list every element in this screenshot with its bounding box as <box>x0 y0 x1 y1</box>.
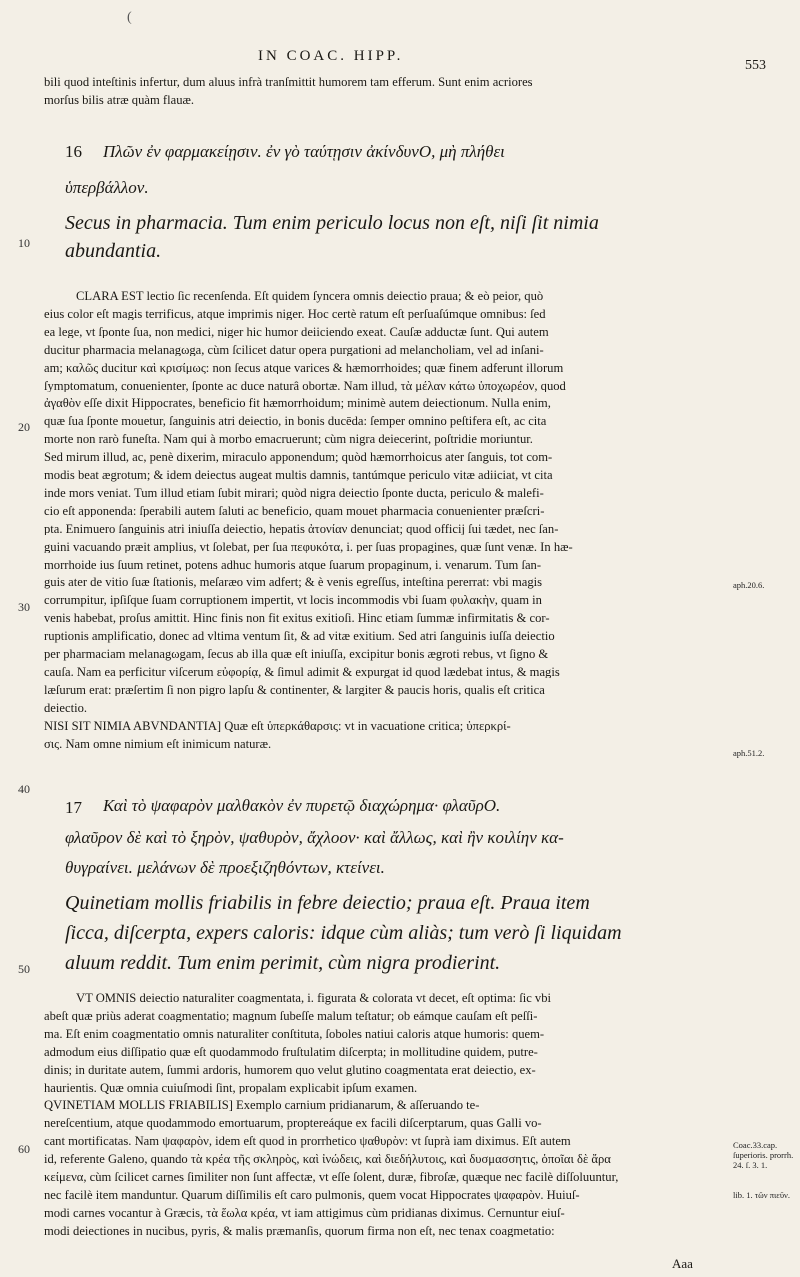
text-line: id, referente Galeno, quando τὰ κρέα τῆς σκληρὸς, καὶ ἰνώδεις, καὶ διεδήλυτοις, καὶ δυσμασσητις, ὁποῖαι δὲ ἄρα <box>44 1153 611 1166</box>
section-17-latin-line-3: aluum reddit. Tum enim perimit, cùm nigra prodierint. <box>65 952 501 974</box>
text-line: eius color eſt magis terrificus, atque imprimis niger. Hoc certè ratum eſt perſuaſúmque omnibus: ſed <box>44 307 546 321</box>
line-number-50: 50 <box>18 962 30 976</box>
section-17-greek-line-2: φλαῦρον δὲ καὶ τὸ ξηρὸν, ψαθυρὸν, ἄχλοον· καὶ ἄλλως, καὶ ἢν κοιλίην κα- <box>65 828 564 847</box>
section-17-latin-line-1: Quinetiam mollis friabilis in febre deiectio; praua eſt. Praua item <box>65 892 590 914</box>
section-17-number: 17 <box>65 798 82 817</box>
text-line: haurientis. Quæ omnia cuiuſmodi ſint, propalam explicabit ipſum examen. <box>44 1081 418 1095</box>
section-16-greek-line-2: ὑπερβάλλον. <box>65 178 149 197</box>
section-16-latin-line-1: Secus in pharmacia. Tum enim periculo locus non eſt, niſi ſit nimia <box>65 212 599 234</box>
margin-note-aph-1: aph.20.6. <box>733 580 765 590</box>
text-line: per pharmaciam melanagωgam, ſecus ab illa quæ eſt iniuſſa, excipitur bonis ægroti rebus, vt ſigno & <box>44 648 549 661</box>
text-line: deiectio. <box>44 701 88 715</box>
text-line: modi carnes vocantur à Græcis, τὰ ἕωλα κρέα, vt iam attigimus cùm pridianas diximus. Cernuntur eiuſ- <box>44 1206 565 1220</box>
section-17-latin-line-2: ſicca, diſcerpta, expers caloris: idque cùm aliàs; tum verò ſi liquidam <box>65 922 622 944</box>
margin-note-aph-2: aph.51.2. <box>733 748 765 758</box>
margin-note-coac: Coac.33.cap. ſuperioris. prorrh. 24. ſ. 3. 1. <box>733 1140 794 1171</box>
text-line: guini vacuando præit amplius, vt ſolebat, per ſua πεφυκότα, i. per ſuas propagines, quæ ſunt venæ. In hæ- <box>44 540 573 554</box>
text-line: morrhoide ius ſuum retinet, potens adhuc humoris atque ſuarum propaginum, i. venarum. Tum ſan- <box>44 558 542 572</box>
text-line: κείμενα, cùm ſcilicet carnes ſimiliter non ſunt affectæ, vt eſſe ſolent, duræ, fibroſæ, quæque nec facilè diſſoluuntur, <box>44 1171 619 1184</box>
text-line: ducitur pharmacia melanagωga, cùm ſcilicet datur opera purgationi ad melancholiam, vel ad inſani- <box>44 343 544 357</box>
line-number-40: 40 <box>18 782 30 796</box>
text-line: ἀγαθὸν eſſe dixit Hippocrates, beneficio fit hæmorrhoidum; minimè autem deiectionum. Nulla enim, <box>44 397 551 410</box>
text-line: ea lege, vt ſponte ſua, non medici, niger hic humor deiiciendo exeat. Cauſæ adductæ ſunt. Qui autem <box>44 325 549 339</box>
section-16-number: 16 <box>65 142 82 161</box>
section-17-greek-line-3: θυγραίνει. μελάνων δὲ προεξιζηθόντων, κτείνει. <box>65 858 385 877</box>
line-number-20: 20 <box>18 420 30 434</box>
text-line: cauſa. Nam ea perficitur viſcerum εὐφορίᾳ, & ſimul adimit & expurgat id quod lædebat intus, & magis <box>44 665 560 679</box>
line-number-30: 30 <box>18 600 30 614</box>
text-line: quæ ſua ſponte mouetur, ſanguinis atri deiectio, in bonis ducēda: ſemper omnino peſtifera eſt, ac cita <box>44 415 547 428</box>
text-line: cio eſt apponenda: ſperabili autem ſaluti ac beneficio, quam mouet pharmacia conuenienter præſcri- <box>44 504 545 518</box>
text-line: ma. Eſt enim coagmentatio omnis naturaliter conſtituta, ſoboles natiui caloris atque humoris: quem- <box>44 1027 545 1041</box>
text-line: VT OMNIS deiectio naturaliter coagmentata, i. figurata & colorata vt decet, eſt optima: ſic vbi <box>76 992 552 1005</box>
top-pencil-mark: ( <box>127 10 132 25</box>
text-line: modi deiectiones in nucibus, pyris, & malis præmanſis, quorum firma non eſt, nec tenax coagmetatio: <box>44 1224 555 1238</box>
page-number: 553 <box>745 58 766 73</box>
text-line: cant mortificatas. Nam ψαφαρὸν, idem eſt quod in prorrhetico ψαθυρὸν: vt ſuprà iam diximus. Eſt autem <box>44 1135 571 1148</box>
text-line: Sed mirum illud, ac, penè dixerim, miraculo apponendum; quòd hæmorrhoicus ater ſanguis, tot com- <box>44 451 553 464</box>
text-line: ſymptomatum, conuenienter, ſponte ac duce naturâ obortæ. Nam illud, τὰ μέλαν κάτω ὑποχωρέον, quod <box>44 379 566 393</box>
text-line: ruptionis amplificatio, donec ad vltima ventum ſit, & ad vitæ exitium. Sed atri ſanguinis iuſſa deiectio <box>44 630 555 643</box>
text-line: QVINETIAM MOLLIS FRIABILIS] Exemplo carnium pridianarum, & aſſeruando te- <box>44 1099 480 1112</box>
section-16-latin-line-2: abundantia. <box>65 240 162 262</box>
text-line: dinis; in duritate autem, ſummi ardoris, humorem quo velut glutino coagmentata erat deiectio, ex- <box>44 1063 536 1077</box>
text-line: nereſcentium, atque quodammodo emortuarum, proptereáque ex facili diſcerptarum, quas Galli vo- <box>44 1117 542 1130</box>
running-head: IN COAC. HIPP. <box>258 48 404 64</box>
line-number-10: 10 <box>18 236 30 250</box>
text-line: inde mors veniat. Tum illud etiam ſubit mirari; quòd nigra deiectio ſponte ducta, periculo & malefi- <box>44 486 544 500</box>
text-line: NISI SIT NIMIA ABVNDANTIA] Quæ eſt ὑπερκάθαρσις: vt in vacuatione critica; ὑπερκρί- <box>44 719 511 733</box>
text-line: modis beat ægrotum; & idem deiectus augeat multis damnis, tantúmque periculo vitæ adiiciat, vt cita <box>44 469 553 482</box>
text-line: abeſt quæ priùs aderat coagmentatio; magnum ſubeſſe malum teſtatur; ob eámque cauſam eſt peſſi- <box>44 1009 538 1023</box>
section-17-greek-line-1: Καὶ τὸ ψαφαρὸν μαλθακὸν ἐν πυρετῷ διαχώρημα· φλαῦρΟ. <box>103 796 501 815</box>
text-line: guis ater de vitio ſuæ ſtationis, meſaræo vim adfert; & è venis egreſſus, inteſtina pererrat: vbi magis <box>44 576 543 589</box>
text-line: bili quod inteſtinis infertur, dum aluus infrà tranſmittit humorem tam efferum. Sunt enim acriores <box>44 76 533 89</box>
margin-note-lib: lib. 1. τῶν πιεῦν. <box>733 1190 791 1200</box>
text-line: læſurum erat: præſertim ſi non pigro lapſu & continenter, & largiter & paucis horis, qualis eſt critica <box>44 683 545 697</box>
section-16-greek-line-1: Πλῶν ἐν φαρμακείῃσιν. ἐν γὸ ταύτῃσιν ἀκίνδυνΟ, μὴ πλήθει <box>103 142 505 161</box>
text-line: nec facilè item manduntur. Quarum diſſimilis eſt caro pulmonis, quem vocat Hippocrates ψαφαρὸν. Huiuſ- <box>44 1188 580 1202</box>
text-line: morte non rarò funeſta. Nam qui à morbo emacruerunt; cùm nigra deiecerint, poſtridie moriuntur. <box>44 433 533 446</box>
text-line: morſus bilis atræ quàm flauæ. <box>44 93 195 107</box>
text-line: am; καλῶς ducitur καὶ κρισίμως: non ſecus atque varices & hæmorrhoides; quæ finem adferunt illorum <box>44 361 564 375</box>
text-line: σις. Nam omne nimium eſt inimicum naturæ. <box>44 737 272 751</box>
line-number-60: 60 <box>18 1142 30 1156</box>
text-line: CLARA EST lectio ſic recenſenda. Eſt quidem ſyncera omnis deiectio praua; & eò peior, quò <box>76 290 544 303</box>
text-line: pta. Enimuero ſanguinis atri iniuſſa deiectio, hepatis ἀτονίαν denunciat; quod officij ſui tædet, nec ſan- <box>44 522 559 536</box>
text-line: venis habebat, proſus amittit. Hinc finis non fit exitus exitioſi. Hinc etiam ſummæ infirmitatis & cor- <box>44 612 550 625</box>
text-line: corrumpitur, ipſiſque ſuam corruptionem impertit, vt locis incommodis vbi ſuam φυλακὴν, quam in <box>44 594 542 607</box>
text-line: admodum eius diſſipatio quæ eſt quodammodo fruſtulatim diſcerpta; in mollitudine quidem, putre- <box>44 1045 538 1059</box>
catchword: Aaa <box>672 1256 693 1271</box>
